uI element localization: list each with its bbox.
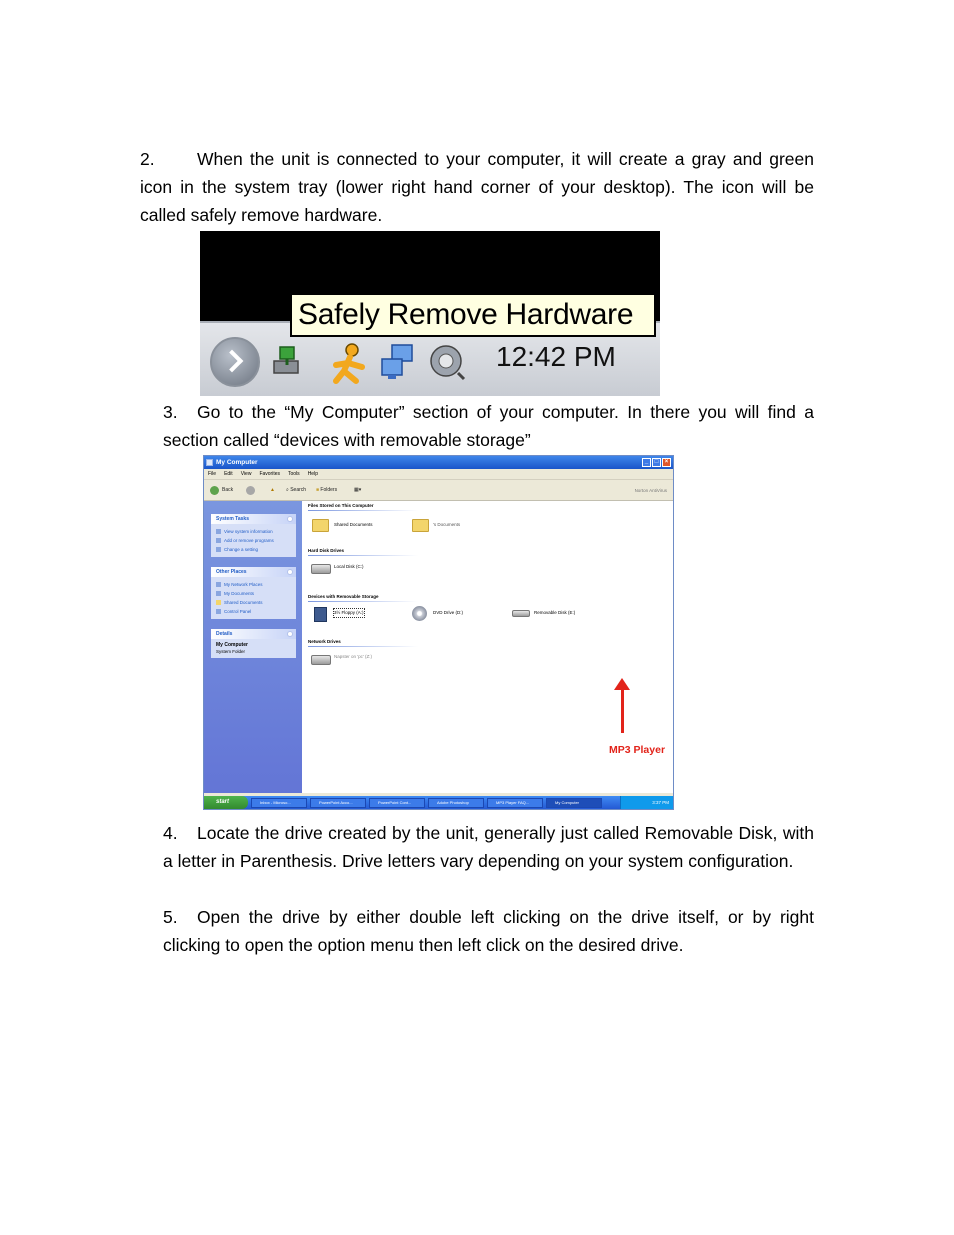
section-divider [308,646,418,647]
task-view-system-info[interactable]: View system information [216,527,292,536]
section-removable-storage: Devices with Removable Storage [308,594,379,599]
documents-icon [216,591,221,596]
place-my-documents[interactable]: My Documents [216,589,292,598]
safely-remove-tooltip: Safely Remove Hardware [290,293,656,337]
collapse-icon[interactable] [287,516,293,522]
tray-clock: 12:42 PM [496,341,616,372]
taskbar-clock: 3:37 PM [620,796,673,809]
place-network[interactable]: My Network Places [216,580,292,589]
task-pane [204,501,302,795]
network-drive-icon[interactable] [311,655,331,665]
system-tasks-panel [211,514,296,557]
folder-icon: ■ [316,487,320,493]
taskbar-item[interactable]: PowerPoint Acco... [310,798,366,808]
task-add-remove-programs[interactable]: Add or remove programs [216,536,292,545]
menu-help[interactable]: Help [307,471,318,477]
search-icon: ⌕ [286,487,289,493]
shared-documents-label[interactable]: Shared Documents [334,522,373,527]
step-4-paragraph [163,819,814,875]
details-panel [211,629,296,658]
toolbar [204,479,673,501]
step-text: When the unit is connected to your computer, it will create a gray and green icon in the system tray (lower right hand corner of your desktop). The icon will be called safely remove hardware. [140,149,814,225]
step-text: Locate the drive created by the unit, generally just called Removable Disk, with a letter in Parenthesis. Drive letters vary depending on your system configuration. [163,823,814,871]
speaker-icon [428,343,468,383]
place-control-panel[interactable]: Control Panel [216,607,292,616]
info-icon [216,529,221,534]
step-number: 3. [163,402,178,422]
search-label: Search [290,487,307,493]
window-titlebar [204,456,673,469]
system-tray-screenshot [200,231,660,396]
user-documents-label[interactable]: 's Documents [433,522,461,527]
shared-documents-folder-icon[interactable] [312,519,329,532]
local-disk-icon[interactable] [311,564,331,574]
system-tasks-header[interactable]: System Tasks [211,514,296,524]
removable-disk-label[interactable]: Removable Disk (E:) [534,610,576,615]
dvd-drive-icon[interactable] [412,606,427,621]
network-places-icon [216,582,221,587]
user-documents-folder-icon[interactable] [412,519,429,532]
back-arrow-icon[interactable] [210,486,219,495]
aim-runner-icon [330,343,370,385]
details-header[interactable]: Details [211,629,296,639]
folder-icon [216,600,221,605]
step-text: Open the drive by either double left clicking on the drive itself, or by right clicking to open the option menu then left click on the desired drive. [163,907,814,955]
forward-arrow-icon[interactable] [246,486,255,495]
red-arrow-shaft [621,687,624,733]
floppy-drive-icon[interactable] [314,607,327,622]
step-3-paragraph [163,398,814,454]
floppy-drive-label[interactable]: 3½ Floppy (A:) [334,610,364,615]
menu-bar [204,469,673,479]
step-2-paragraph [140,145,814,229]
section-divider [308,601,418,602]
local-disk-label[interactable]: Local Disk (C:) [334,564,364,569]
step-number: 2. [140,149,155,169]
start-button[interactable]: start [204,796,248,809]
window-controls [642,458,671,467]
dvd-drive-label[interactable]: DVD Drive (D:) [433,610,463,615]
other-places-panel [211,567,296,619]
section-divider [308,510,418,511]
windows-taskbar [204,796,673,809]
control-panel-icon [216,609,221,614]
task-change-setting[interactable]: Change a setting [216,545,292,554]
taskbar-item[interactable]: Inbox - Microso... [251,798,307,808]
section-network-drives: Network Drives [308,639,341,644]
settings-icon [216,547,221,552]
collapse-icon[interactable] [287,569,293,575]
section-divider [308,555,418,556]
up-folder-icon[interactable]: ▲ [270,487,275,493]
mp3-player-annotation: MP3 Player [609,744,666,756]
norton-antivirus-button[interactable]: Norton AntiVirus [634,488,667,493]
step-text: Go to the “My Computer” section of your computer. In there you will find a section called “devices with removable storage” [163,402,814,450]
views-button[interactable]: ▦▾ [354,487,362,493]
menu-view[interactable]: View [240,471,252,477]
search-button[interactable] [286,485,306,495]
menu-edit[interactable]: Edit [224,471,233,477]
file-view [302,501,673,795]
removable-disk-icon[interactable] [512,610,530,617]
close-button[interactable]: × [662,458,671,467]
place-shared-documents[interactable]: Shared Documents [216,598,292,607]
menu-tools[interactable]: Tools [288,471,300,477]
show-hidden-icons-icon [210,337,260,387]
step-number: 4. [163,823,178,843]
window-title: My Computer [216,459,258,466]
menu-favorites[interactable]: Favorites [259,471,280,477]
other-places-header[interactable]: Other Places [211,567,296,577]
computer-icon [206,459,213,466]
step-5-paragraph [163,903,814,959]
minimize-button[interactable]: _ [642,458,651,467]
section-files-stored: Files Stored on This Computer [308,503,374,508]
back-button-label[interactable]: Back [222,487,234,493]
taskbar-item[interactable]: Adobe Photoshop [428,798,484,808]
details-name: My Computer [216,642,248,648]
collapse-icon[interactable] [287,631,293,637]
network-icon [378,343,418,383]
menu-file[interactable]: File [208,471,217,477]
maximize-button[interactable]: □ [652,458,661,467]
details-type: System Folder [216,649,246,654]
taskbar-item[interactable]: MP3 Player FAQ... [487,798,543,808]
folders-button[interactable] [316,485,337,495]
my-computer-screenshot [203,455,674,810]
programs-icon [216,538,221,543]
step-number: 5. [163,907,178,927]
network-drive-label[interactable]: Napster on 'pc' (Z:) [334,654,372,659]
section-hard-disk: Hard Disk Drives [308,548,345,553]
taskbar-item[interactable]: My Computer [546,798,602,808]
taskbar-item[interactable]: PowerPoint Cont... [369,798,425,808]
safely-remove-hardware-icon [270,343,308,381]
folders-label: Folders [320,487,338,493]
